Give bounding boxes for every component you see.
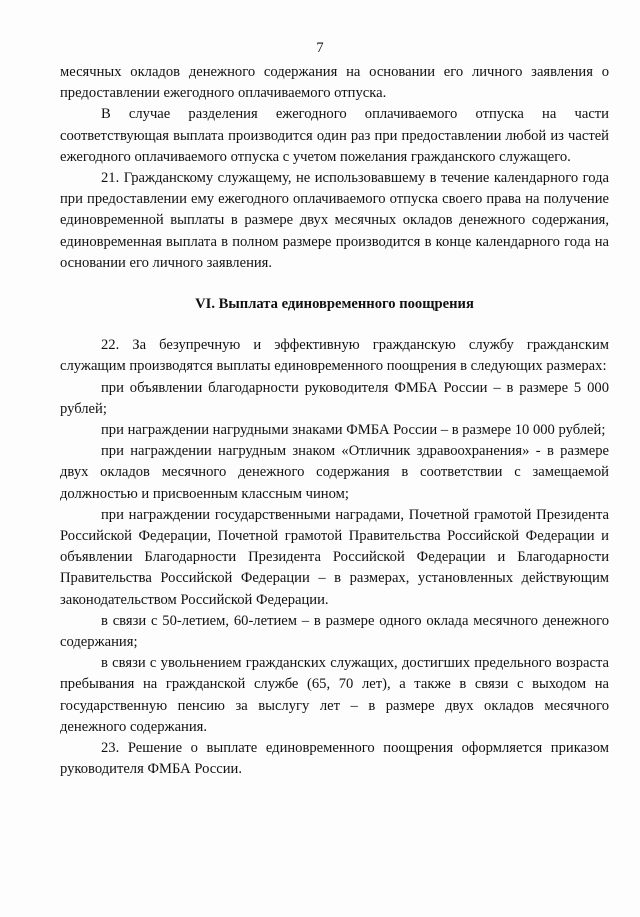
paragraph-21: 21. Гражданскому служащему, не использовавшему в течение календарного года при предоставлении ему ежегодного оплачиваемого отпуска своего права на получение единовременной выплаты в размере двух месячных окладов денежного содержания, единовременная выплата в полном размере производится в конце календарного года на основании его личного заявления. xyxy=(60,170,609,271)
paragraph: месячных окладов денежного содержания на основании его личного заявления о предоставлении ежегодного оплачиваемого отпуска. xyxy=(60,64,609,102)
list-item: при объявлении благодарности руководителя ФМБА России – в размере 5 000 рублей; xyxy=(60,379,609,417)
list-item: в связи с 50-летием, 60-летием – в размере одного оклада месячного денежного содержания; xyxy=(60,612,609,651)
document-body xyxy=(60,62,609,781)
list-item: в связи с увольнением гражданских служащих, достигших предельного возраста пребывания на гражданской службе (65, 70 лет), а также в связи с выходом на государственную пенсию за выслугу лет – в размере двух окладов месячного денежного содержания. xyxy=(60,655,609,735)
section-heading: VI. Выплата единовременного поощрения xyxy=(195,296,474,313)
paragraph-22: 22. За безупречную и эффективную гражданскую службу гражданским служащим производятся выплаты единовременного поощрения в следующих размерах: xyxy=(60,337,609,375)
list-item: при награждении нагрудным знаком «Отличник здравоохранения» - в размере двух окладов месячного денежного содержания в соответствии с замещаемой должностью и присвоенным классным чином; xyxy=(60,443,609,502)
page-number: 7 xyxy=(316,40,324,56)
paragraph-23: 23. Решение о выплате единовременного поощрения оформляется приказом руководителя ФМБА России. xyxy=(60,740,609,778)
list-item: при награждении нагрудными знаками ФМБА России – в размере 10 000 рублей; xyxy=(101,422,606,439)
list-item: при награждении государственными наградами, Почетной грамотой Президента Российской Федерации, Почетной грамотой Правительства Российской Федерации и объявлении Благодарности Президента Российской Федерации и Благодарности Правительства Российской Федерации – в размерах, установленных действующим законодательством Российской Федерации. xyxy=(60,506,609,608)
paragraph: В случае разделения ежегодного оплачиваемого отпуска на части соответствующая выплата производится один раз при предоставлении любой из частей ежегодного оплачиваемого отпуска с учетом пожелания гражданского служащего. xyxy=(60,106,609,165)
